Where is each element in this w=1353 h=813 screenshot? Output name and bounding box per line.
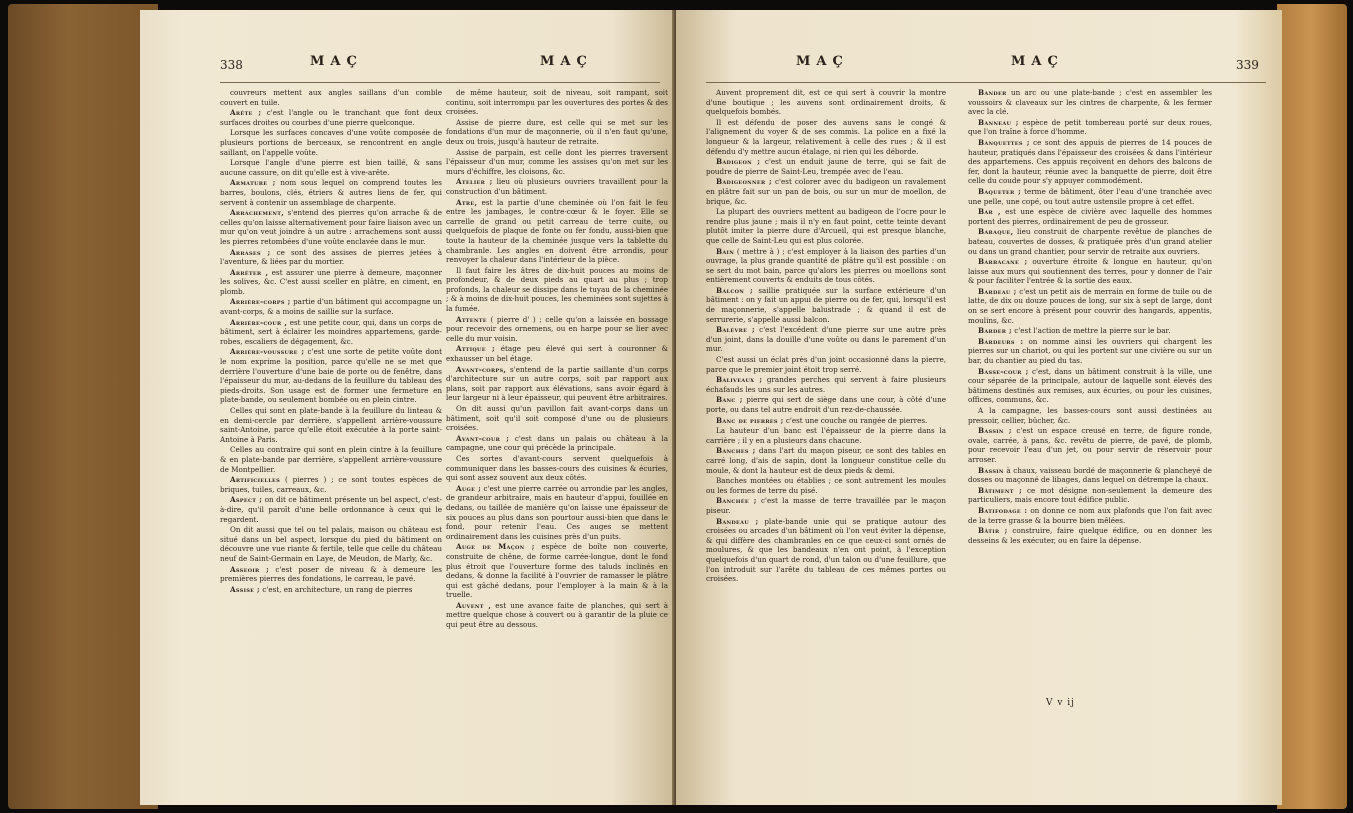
entry-text: c'est une couche ou rangée de pierres. xyxy=(785,415,928,425)
article-paragraph xyxy=(968,187,1212,206)
entry-text: plate-bande unie qui se pratique autour des croisées ou arcades d'un bâtiment où l'on veut éviter la dépense, & qui diffère des chambranles en ce que ceux-ci sont ornés de moulures, & que les bandeaux n'en ont point, à l'exception quelquefois d'un quart de rond, d'un talon ou d'une feuillure, que l'on introduit sur l'arête du tableau de ces mêmes portes ou croisées. xyxy=(706,516,946,584)
entry-text: à chaux, vaisseau bordé de maçonnerie & plancheyé de dosses ou maçonné de libages, dans lequel on détrempe la chaux. xyxy=(968,465,1212,485)
article-paragraph xyxy=(706,177,946,206)
article-paragraph xyxy=(446,118,668,147)
article-paragraph xyxy=(706,426,946,445)
entry-text: lieu où plusieurs ouvriers travaillent pour la construction d'un bâtiment. xyxy=(446,177,668,196)
article-paragraph xyxy=(220,585,442,595)
right-page xyxy=(676,10,1282,805)
article-paragraph xyxy=(446,601,668,630)
article-paragraph xyxy=(446,434,668,453)
article-paragraph xyxy=(706,496,946,515)
entry-term: Auvent , xyxy=(456,600,492,610)
entry-text: grandes perches qui servent à faire plusieurs échafauds les uns sur les autres. xyxy=(706,375,946,394)
left-page-column-1 xyxy=(220,88,442,595)
entry-term: Badigeon ; xyxy=(716,157,761,167)
article-paragraph xyxy=(706,446,946,475)
entry-term: Arrachement, xyxy=(230,208,285,218)
entry-term: Banquettes ; xyxy=(978,137,1030,147)
entry-term: Atelier ; xyxy=(456,177,493,187)
article-paragraph xyxy=(446,404,668,433)
entry-text: Lorsque l'angle d'une pierre est bien taillé, & sans aucune cassure, on dit qu'elle est à vive-arête. xyxy=(220,158,442,177)
entry-text: ( pierre d' ) ; celle qu'on a laissée en bossage pour recevoir des ornemens, ou en harpe pour se lier avec celle du mur voisin. xyxy=(446,314,668,343)
article-paragraph xyxy=(220,565,442,584)
entry-text: C'est aussi un éclat près d'un joint occasionné dans la pierre, parce que le premier joint étoit trop serré. xyxy=(706,355,946,374)
article-paragraph xyxy=(220,248,442,267)
page-number-left: 338 xyxy=(220,58,243,72)
entry-text: c'est une pierre carrée ou arrondie par les angles, de grandeur arbitraire, mais en hauteur d'appui, fouillée en dedans, ou taillée de manière qu'on laisse une épaisseur de six pouces au plus dans son pourtour aussi-bien que dans le fond, pour retenir l'eau. Ces auges se mettent ordinairement dans les cuisines près d'un puits. xyxy=(446,483,668,541)
article-paragraph xyxy=(706,375,946,394)
entry-term: Barder ; xyxy=(978,326,1012,336)
article-paragraph xyxy=(446,315,668,344)
article-paragraph xyxy=(220,268,442,297)
entry-text: s'entend des pierres qu'on arrache & de celles qu'on laisse alternativement pour faire liaison avec un mur qu'on veut joindre à un autre : arrachemens sont aussi les pierres retombées d'une voûte enclavée dans le mur. xyxy=(220,208,442,246)
running-head-right-col2: MAÇ xyxy=(1011,54,1064,69)
article-paragraph xyxy=(706,355,946,374)
entry-term: Balcon ; xyxy=(716,285,753,295)
left-page xyxy=(140,10,676,805)
entry-term: Armature ; xyxy=(230,178,276,188)
right-page-column-1 xyxy=(706,88,946,585)
article-paragraph xyxy=(968,88,1212,117)
entry-term: Auge de Maçon ; xyxy=(456,542,535,552)
left-page-column-2 xyxy=(446,88,668,631)
entry-text: Il faut faire les âtres de dix-huit pouces au moins de profondeur, & de deux pieds au quart au plus ; trop profonds, la chaleur se dissipe dans le tuyau de la cheminée ; & à moins de dix-huit pouces, les cheminées sont sujettes à la fumée. xyxy=(446,265,668,314)
entry-text: s'entend de la partie saillante d'un corps d'architecture sur un autre corps, soit par rapport aux plans, soit par rapport aux élévations, sans avoir égard à leur largeur ni à leur épaisseur, qui peuvent être arbitraires. xyxy=(446,364,668,403)
entry-text: Celles au contraire qui sont en plein cintre à la feuillure & en plate-bande par derrière, s'appellent arrière-voussure de Montpellier. xyxy=(220,445,442,474)
entry-text: on donne ce nom aux plafonds que l'on fait avec de la terre grasse & la bourre bien mêlées. xyxy=(968,505,1212,525)
entry-text: c'est l'action de mettre la pierre sur le bar. xyxy=(1014,326,1171,336)
article-paragraph xyxy=(220,406,442,444)
article-paragraph xyxy=(968,486,1212,505)
article-paragraph xyxy=(968,257,1212,286)
entry-text: couvreurs mettent aux angles saillans d'un comble couvert en tuile. xyxy=(220,88,442,107)
article-paragraph xyxy=(706,88,946,117)
entry-text: c'est poser de niveau & à demeure les premières pierres des fondations, le carreau, le pavé. xyxy=(220,564,442,584)
entry-text: ce sont des appuis de pierres de 14 pouces de hauteur, pratiqués dans l'épaisseur des croisées & dans l'intérieur des appartemens. Ces appuis reçoivent en dehors des balcons de fer, dont la hauteur, réunie avec la banquette de pierre, doit être celle du coude pour s'y appuyer commodément. xyxy=(968,137,1212,186)
article-paragraph xyxy=(968,426,1212,464)
book-cover-right xyxy=(1277,4,1347,809)
entry-term: Banc de pierres ; xyxy=(716,415,784,425)
entry-text: c'est dans un palais ou château à la campagne, une cour qui précède la principale. xyxy=(446,433,668,453)
article-paragraph xyxy=(446,484,668,542)
entry-text: c'est l'excédent d'une pierre sur une autre près d'un joint, dans la douille d'une voûte ou dans le parement d'un mur. xyxy=(706,325,946,354)
entry-text: ( pierres ) ; ce sont toutes espèces de briques, tuiles, carreaux, &c. xyxy=(220,475,442,494)
entry-text: un arc ou une plate-bande ; c'est en assembler les voussoirs & claveaux sur les cintres de charpente, & les fermer avec la clé. xyxy=(968,88,1212,117)
entry-text: lieu construit de charpente revêtue de planches de bateau, couvertes de dosses, & pratiquée près d'un grand atelier ou dans un grand chantier, pour servir de retraite aux ouvriers. xyxy=(968,227,1212,256)
entry-term: Arête ; xyxy=(230,108,262,118)
entry-text: étage peu élevé qui sert à couronner & exhausser un bel étage. xyxy=(446,344,668,364)
entry-term: Artificielles xyxy=(230,475,281,485)
entry-term: Banc ; xyxy=(716,395,743,405)
entry-term: Bassin xyxy=(978,465,1004,475)
entry-term: Banchée ; xyxy=(716,496,757,506)
article-paragraph xyxy=(220,108,442,127)
entry-text: ouverture étroite & longue en hauteur, qu'on laisse aux murs qui soutiennent des terres, pour y donner de l'air & pour faciliter l'entrée & la sortie des eaux. xyxy=(968,257,1212,286)
article-paragraph xyxy=(220,347,442,405)
entry-text: La plupart des ouvriers mettent au badigeon de l'ocre pour le rendre plus jaune ; mais il n'y en faut point, cette teinte devant plutôt imiter la pierre dure d'Arcueil, qui est presque blanche, que celle de Saint-Leu qui est plus colorée. xyxy=(706,207,946,245)
entry-text: c'est, dans un bâtiment construit à la ville, une cour séparée de la principale, autour de laquelle sont élevés des bâtimens destinés aux remises, aux écuries, ou pour les cuisines, offices, communs, &c. xyxy=(968,366,1212,405)
entry-text: Banches montées ou établies ; ce sont autrement les moules ou les formes de terre du pisé. xyxy=(706,476,946,495)
article-paragraph xyxy=(968,287,1212,325)
entry-text: Assise de parpain, est celle dont les pierres traversent l'épaisseur d'un mur, comme les assises qu'on met sur les murs d'échiffre, les cloisons, &c. xyxy=(446,147,668,176)
entry-term: Avant-corps, xyxy=(456,364,507,374)
entry-term: Baraque, xyxy=(978,227,1014,237)
article-paragraph xyxy=(706,416,946,426)
entry-term: Bander xyxy=(978,88,1007,97)
article-paragraph xyxy=(706,395,946,414)
article-paragraph xyxy=(968,326,1212,336)
entry-term: Arrière-cour , xyxy=(230,317,288,327)
entry-term: Bâtiment ; xyxy=(978,485,1023,495)
entry-term: Avant-cour ; xyxy=(456,433,510,443)
entry-term: Arrière-corps ; xyxy=(230,297,291,307)
entry-text: de même hauteur, soit de niveau, soit rampant, soit continu, soit interrompu par les ouvertures des portes & des croisées. xyxy=(446,88,668,117)
entry-text: ce mot désigne non-seulement la demeure des particuliers, mais encore tout édifice public. xyxy=(968,485,1212,505)
entry-text: c'est la masse de terre travaillée par le maçon piseur. xyxy=(706,496,946,515)
article-paragraph xyxy=(706,286,946,324)
entry-text: On dit aussi qu'un pavillon fait avant-corps dans un bâtiment, soit qu'il soit composé d'une ou de plusieurs croisées. xyxy=(446,404,668,433)
article-paragraph xyxy=(220,318,442,347)
running-head-left-col2: MAÇ xyxy=(540,54,593,69)
article-paragraph xyxy=(446,344,668,363)
entry-text: c'est une sorte de petite voûte dont le nom exprime la position, parce qu'elle ne se met que derrière l'ouverture d'une baie de porte ou de fenêtre, dans l'épaisseur du mur, au-dedans de la feuillure du tableau des pieds-droits. Son usage est de former une fermeture en plate-bande, ou seulement bombée ou en plein cintre. xyxy=(220,347,442,405)
article-paragraph xyxy=(220,297,442,316)
entry-text: dans l'art du maçon piseur, ce sont des tables en carré long, d'ais de sapin, dont la longueur constitue celle du moule, & dont la hauteur est de deux pieds & demi. xyxy=(706,446,946,475)
book-cover-left xyxy=(8,4,158,809)
entry-term: Bandeau ; xyxy=(716,516,759,526)
entry-term: Auge ; xyxy=(456,483,482,493)
article-paragraph xyxy=(968,138,1212,186)
article-paragraph xyxy=(446,266,668,314)
entry-term: Badigeonner ; xyxy=(716,177,772,187)
article-paragraph xyxy=(446,542,668,600)
article-paragraph xyxy=(968,207,1212,226)
header-rule-right xyxy=(706,82,1266,83)
article-paragraph xyxy=(446,198,668,265)
article-paragraph xyxy=(706,118,946,156)
article-paragraph xyxy=(220,128,442,157)
article-paragraph xyxy=(968,337,1212,366)
page-number-right: 339 xyxy=(1236,58,1259,72)
header-rule-left xyxy=(220,82,660,83)
entry-term: Basse-cour ; xyxy=(978,366,1029,376)
article-paragraph xyxy=(220,495,442,524)
entry-text: est une espèce de civière avec laquelle des hommes portent des pierres, ordinairement de peu de grosseur. xyxy=(968,207,1212,226)
entry-text: A la campagne, les basses-cours sont aussi destinées au pressoir, cellier, bûcher, &c. xyxy=(968,406,1212,425)
article-paragraph xyxy=(706,247,946,285)
article-paragraph xyxy=(968,227,1212,256)
entry-term: Banches ; xyxy=(716,446,756,456)
entry-text: est une petite cour, qui, dans un corps de bâtiment, sert à éclairer les moindres appartemens, garde-robes, escaliers de dégagement, &c. xyxy=(220,317,442,346)
article-paragraph xyxy=(220,445,442,474)
entry-term: Asseoir ; xyxy=(230,564,270,574)
entry-text: nom sous lequel on comprend toutes les barres, boulons, clés, étriers & autres liens de fer, qui servent à contenir un assemblage de charpente. xyxy=(220,178,442,207)
article-paragraph xyxy=(220,525,442,563)
entry-term: Arrases ; xyxy=(230,247,271,257)
article-paragraph xyxy=(968,506,1212,525)
article-paragraph xyxy=(706,325,946,354)
entry-text: Lorsque les surfaces concaves d'une voûte composée de plusieurs portions de berceaux, se rencontrent en angle saillant, on l'appelle voûte. xyxy=(220,128,442,157)
article-paragraph xyxy=(968,118,1212,137)
article-paragraph xyxy=(706,517,946,584)
article-paragraph xyxy=(220,158,442,177)
entry-text: espèce de petit tombereau porté sur deux roues, que l'on traîne à force d'homme. xyxy=(968,117,1212,137)
entry-text: construire, faire quelque édifice, ou en donner les desseins & les exécuter, ou en faire la dépense. xyxy=(968,526,1212,545)
signature-mark: V v ij xyxy=(1046,698,1075,708)
entry-text: est assurer une pierre à demeure, maçonner les solives, &c. C'est aussi sceller en plâtre, en ciment, en plomb. xyxy=(220,267,442,296)
entry-term: Bardeau ; xyxy=(978,286,1017,296)
article-paragraph xyxy=(968,526,1212,545)
entry-text: c'est un enduit jaune de terre, qui se fait de poudre de pierre de Saint-Leu, trempée avec de l'eau. xyxy=(706,157,946,176)
entry-text: Il est défendu de poser des auvens sans le congé & l'alignement du voyer & de ses commis. La police en a fixé la longueur & la largeur, relativement à celle des rues ; & il est défendu d'y mettre aucun étalage, ni rien qui les déborde. xyxy=(706,117,946,156)
article-paragraph xyxy=(446,365,668,403)
entry-text: c'est l'angle ou le tranchant que font deux surfaces droites ou courbes d'une pierre quelconque. xyxy=(220,108,442,127)
entry-term: Bar , xyxy=(978,207,1001,217)
entry-text: Ces sortes d'avant-cours servent quelquefois à communiquer dans les basses-cours des cuisines & écuries, qui sont assez souvent aux deux côtés. xyxy=(446,453,668,483)
entry-text: terme de bâtiment, ôter l'eau d'une tranchée avec une pelle, une copé, ou tout autre ustensile propre à cet effet. xyxy=(968,186,1212,206)
entry-text: on nomme ainsi les ouvriers qui chargent les pierres sur un chariot, ou qui les portent sur une civière ou sur un bar, du chantier au pied du tas. xyxy=(968,336,1212,366)
entry-term: Balèvre ; xyxy=(716,325,755,335)
running-head-left-col1: MAÇ xyxy=(310,54,363,69)
entry-text: c'est un petit ais de merrain en forme de tuile ou de latte, de dix ou douze pouces de long, sur six à sept de large, dont on se sert encore à présent pour couvrir des hangards, appentis, moulins, &c. xyxy=(968,286,1212,325)
entry-term: Attique ; xyxy=(456,344,496,354)
article-paragraph xyxy=(968,466,1212,485)
article-paragraph xyxy=(220,208,442,246)
entry-term: Banneau ; xyxy=(978,117,1019,127)
entry-text: espèce de boîte non couverte, construite de chêne, de forme carrée-longue, dont le fond plus étroit que l'ouverture forme des taluds inclinés en dedans, & donne la facilité à l'ouvrier de ramasser le plâtre qui est gâché dedans, pour l'employer à la main & à la truelle. xyxy=(446,542,668,600)
article-paragraph xyxy=(706,207,946,245)
entry-term: Attente xyxy=(456,314,487,324)
entry-text: est la partie d'une cheminée où l'on fait le feu entre les jambages, le contre-cœur & le foyer. Elle se carrelle de grand ou petit carreau de terre cuite, ou quelquefois de plaque de fonte ou fer fondu, aussi-bien que toute la hauteur de la cheminée jusque vers la tablette du chambranle. Les angles en doivent être arrondis, pour renvoyer la chaleur dans l'intérieur de la pièce. xyxy=(446,197,668,265)
entry-text: on dit ce bâtiment présente un bel aspect, c'est-à-dire, qu'il paroît d'une belle ordonnance à ceux qui le regardent. xyxy=(220,495,442,524)
article-paragraph xyxy=(446,88,668,117)
article-paragraph xyxy=(968,406,1212,425)
entry-term: Aspect ; xyxy=(230,495,263,505)
entry-text: ce sont des assises de pierres jetées à l'aventure, & liées par du mortier. xyxy=(220,247,442,267)
entry-term: Bain xyxy=(716,246,735,256)
entry-text: Celles qui sont en plate-bande à la feuillure du linteau & en demi-cercle par derrière, s'appellent arrière-voussure saint-Antoine, parce qu'elle étoit exécutée à la porte saint-Antoine à Paris. xyxy=(220,406,442,444)
article-paragraph xyxy=(706,476,946,495)
entry-term: Bassin ; xyxy=(978,426,1012,436)
article-paragraph xyxy=(706,157,946,176)
entry-text: c'est un espace creusé en terre, de figure ronde, ovale, carrée, à pans, &c. revêtu de pierre, de pavé, de plomb, pour recevoir l'eau d'un jet, ou pour servir de réservoir pour arroser. xyxy=(968,426,1213,464)
article-paragraph xyxy=(220,88,442,107)
article-paragraph xyxy=(220,475,442,494)
right-page-column-2 xyxy=(968,88,1212,546)
entry-term: Arrêter , xyxy=(230,267,269,277)
entry-term: Baqueter ; xyxy=(978,186,1022,196)
article-paragraph xyxy=(446,177,668,196)
entry-term: Bâtir ; xyxy=(978,526,1008,536)
entry-term: Baliveaux ; xyxy=(716,375,763,385)
entry-text: La hauteur d'un banc est l'épaisseur de la pierre dans la carrière ; il y en a plusieurs dans chacune. xyxy=(706,426,946,445)
entry-text: Assise de pierre dure, est celle qui se met sur les fondations d'un mur de maçonnerie, où il n'en faut qu'une, deux ou trois, jusqu'à hauteur de retraite. xyxy=(446,117,668,146)
entry-text: On dit aussi que tel ou tel palais, maison ou château est situé dans un bel aspect, lorsque du pied du bâtiment on découvre une vue riante & fertile, telle que celle du château neuf de Saint-Germain en Laye, de Meudon, de Marly, &c. xyxy=(220,525,442,563)
entry-text: partie d'un bâtiment qui accompagne un avant-corps, & a moins de saillie sur la surface. xyxy=(220,297,442,317)
entry-term: Assise ; xyxy=(230,584,261,594)
entry-text: c'est, en architecture, un rang de pierres xyxy=(262,584,413,594)
entry-text: est une avance faite de planches, qui sert à mettre quelque chose à couvert ou à garantir de la pluie ce qui peut être au dessous. xyxy=(446,600,668,630)
entry-text: ( mettre à ) ; c'est employer à la liaison des parties d'un ouvrage, la plus grande quantité de plâtre qu'il est possible : on se sert du mot bain, parce qu'alors les pierres ou moellons sont entièrement couverts & enduits de tous côtés. xyxy=(706,246,946,285)
article-paragraph xyxy=(446,454,668,483)
entry-text: Auvent proprement dit, est ce qui sert à couvrir la montre d'une boutique ; les auvens sont ordinairement droits, & quelquefois bombés. xyxy=(706,88,946,117)
entry-term: Bardeurs : xyxy=(978,336,1024,346)
running-head-right-col1: MAÇ xyxy=(796,54,849,69)
entry-text: pierre qui sert de siège dans une cour, à côté d'une porte, ou dans tel autre endroit d'un rez-de-chaussée. xyxy=(706,395,946,414)
entry-term: Batifodage : xyxy=(978,505,1028,515)
entry-term: Atre, xyxy=(456,197,478,207)
article-paragraph xyxy=(446,148,668,177)
entry-term: Arrière-voussure ; xyxy=(230,347,305,357)
article-paragraph xyxy=(968,367,1212,405)
entry-text: saillie pratiquée sur la surface extérieure d'un bâtiment : on y fait un appui de pierre ou de fer, qui, lorsqu'il est de maçonnerie, s'appelle balustrade ; & quand il est de serrurerie, s'appelle aussi balcon. xyxy=(706,285,946,324)
entry-term: Barbacane ; xyxy=(978,257,1028,267)
article-paragraph xyxy=(220,178,442,207)
entry-text: c'est colorer avec du badigeon un ravalement en plâtre fait sur un pan de bois, ou sur un mur de moellon, de brique, &c. xyxy=(706,177,946,206)
